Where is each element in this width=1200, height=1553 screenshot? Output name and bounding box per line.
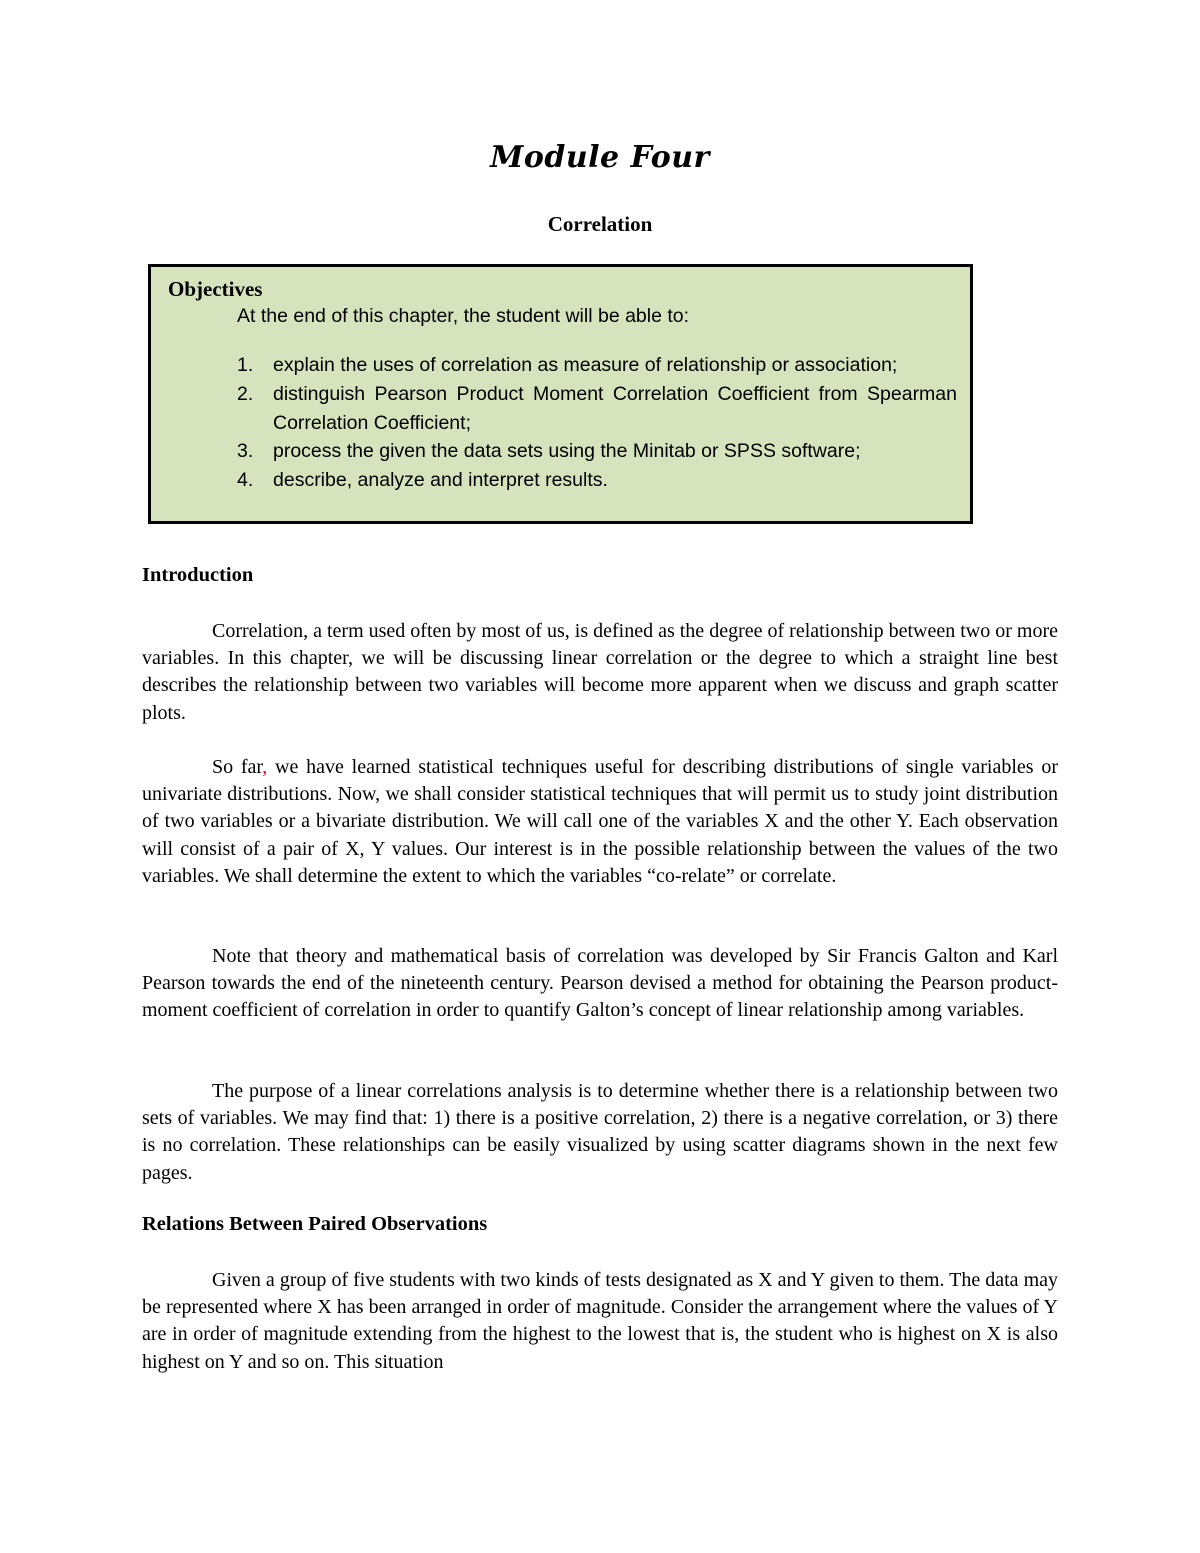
intro-paragraph-4: The purpose of a linear correlations analysis is to determine whether there is a relationship between two sets of variables. We may find that: 1) there is a positive correlation, 2) there is a negative correlation, or 3) there is no correlation. These relationships can be easily visualized by using scatter diagrams shown in the next few pages.	[142, 1080, 1058, 1184]
relations-heading: Relations Between Paired Observations	[142, 1213, 488, 1235]
objectives-list	[237, 351, 957, 495]
objective-item	[237, 466, 957, 495]
objective-text: explain the uses of correlation as measure of relationship or association;	[273, 354, 898, 376]
intro-paragraph-2	[142, 754, 1058, 890]
objective-number: 1.	[237, 354, 254, 376]
objective-text: describe, analyze and interpret results.	[273, 469, 608, 492]
objective-item	[237, 380, 957, 438]
objectives-lead: At the end of this chapter, the student will be able to:	[237, 305, 690, 327]
objective-number: 4.	[237, 469, 254, 492]
objective-text: distinguish Pearson Product Moment Correlation Coefficient from Spearman Correlation Coefficient;	[273, 382, 957, 434]
page-subtitle: Correlation	[547, 212, 653, 236]
page-title: Module Four	[490, 140, 710, 175]
objectives-box	[148, 264, 973, 524]
intro-paragraph-2-comma: ,	[262, 756, 268, 778]
objective-number: 3.	[237, 440, 254, 463]
relations-paragraph-1: Given a group of five students with two kinds of tests designated as X and Y given to them. The data may be represented where X has been arranged in order of magnitude. Consider the arrangement where the values of Y are in order of magnitude extending from the highest to the lowest that is, the student who is highest on X is also highest on Y and so on. This situation	[142, 1269, 1058, 1373]
objective-item	[237, 437, 957, 466]
intro-paragraph-2-rest: we have learned statistical techniques useful for describing distributions of single variables or univariate distributions. Now, we shall consider statistical techniques that will permit us to study joint distribution of two variables or a bivariate distribution. We will call one of the variables X and the other Y. Each observation will consist of a pair of X, Y values. Our interest is in the possible relationship between the values of the two variables. We shall determine the extent to which the variables “co-relate” or correlate.	[142, 756, 1058, 887]
intro-paragraph-2-start: So far	[212, 756, 263, 778]
intro-paragraph-1: Correlation, a term used often by most of us, is defined as the degree of relationship between two or more variables. In this chapter, we will be discussing linear correlation or the degree to which a straight line best describes the relationship between two variables will become more apparent when we discuss and graph scatter plots.	[142, 620, 1058, 724]
intro-paragraph-3: Note that theory and mathematical basis of correlation was developed by Sir Francis Galton and Karl Pearson towards the end of the nineteenth century. Pearson devised a method for obtaining the Pearson product-moment coefficient of correlation in order to quantify Galton’s concept of linear relationship among variables.	[142, 945, 1058, 1022]
objective-text: process the given the data sets using the Minitab or SPSS software;	[273, 440, 861, 463]
objective-number: 2.	[237, 382, 254, 405]
objective-item	[237, 351, 957, 380]
introduction-heading: Introduction	[142, 564, 254, 586]
objectives-heading: Objectives	[168, 277, 263, 301]
